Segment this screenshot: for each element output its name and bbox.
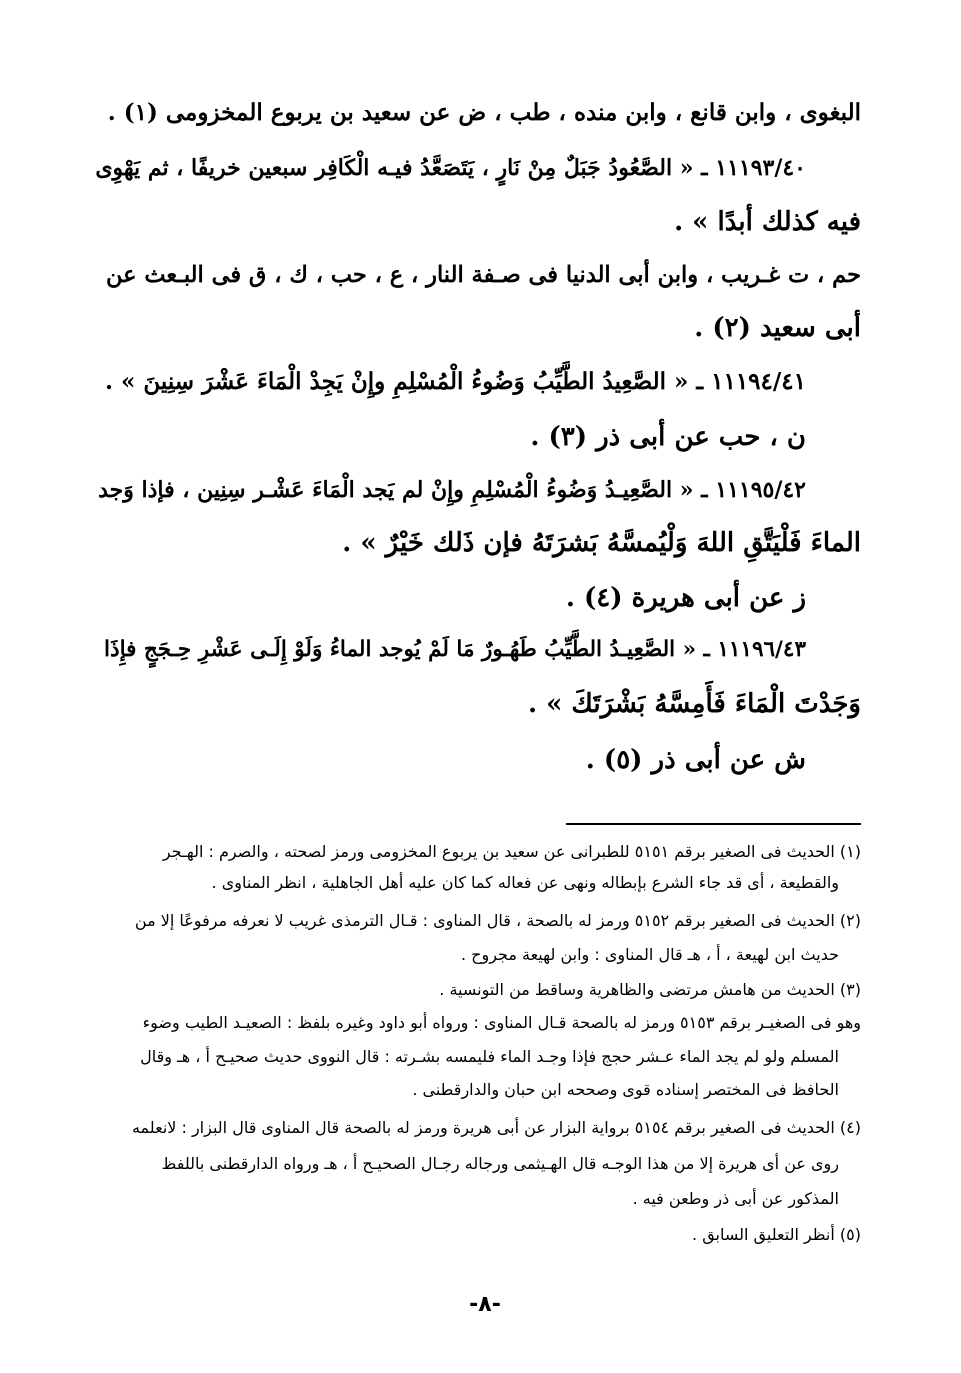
source-line: ش عن أبى ذر (٥) . — [585, 745, 806, 775]
hadith-entry-11194: ١١١٩٤/٤١ ـ « الصَّعِيدُ الطَّيِّبُ وَضُوءُ الْمُسْلِمِ وإِنْ يَجِدْ الْمَاءَ عَشْرَ سِنِينَ » . — [105, 368, 806, 395]
footnote-3: (٣) الحديث من هامش مرتضى والظاهرية وساقط من التونسية . — [439, 980, 861, 999]
hadith-entry-11196: ١١١٩٦/٤٣ ـ « الصَّعِيـدُ الطَّيِّبُ طَهُـورٌ مَا لَمْ يُوجد الماءُ وَلَوْ إِلَـى عَشْرِ حِـجَجٍ فإِذَا — [104, 637, 806, 662]
page-number: -٨- — [469, 1292, 501, 1317]
hadith-entry-11193: ١١١٩٣/٤٠ ـ « الصَّعُودُ جَبَلٌ مِنْ نَارٍ ، يَتَصَعَّدُ فيـه الْكَافِر سبعين خريفًا ، ثم يَهْوِى — [95, 155, 806, 181]
main-text-line: وَجَدْتَ الْمَاءَ فَأَمِسَّهُ بَشْرَتَكَ » . — [528, 689, 861, 719]
footnote-3-continued: الحافظ فى المختصر إسناده قوى وصححه ابن حبان والدارقطنى . — [412, 1080, 839, 1099]
footnote-separator — [566, 823, 861, 825]
footnote-3-continued: وهو فى الصغيـر برقم ٥١٥٣ ورمز له بالصحة قـال المناوى : ورواه أبو داود وغيره بلفظ : الصعيـد الطيب وضوء — [142, 1013, 861, 1032]
footnote-2-continued: حديث ابن لهيعة ، أ ، هـ قال المناوى : وابن لهيعة مجروح . — [460, 945, 839, 964]
hadith-entry-11195: ١١١٩٥/٤٢ ـ « الصَّعِيـدُ وَضُوءُ الْمُسْلِمِ وإِنْ لم يَجد الْمَاءَ عَشْـر سِنِين ، فإذا وَجد — [98, 477, 806, 503]
source-line: ن ، حب عن أبى ذر (٣) . — [530, 422, 806, 452]
footnote-2: (٢) الحديث فى الصغير برقم ٥١٥٢ ورمز له بالصحة ، قال المناوى : قـال الترمذى غريب لا نعرفه مرفوعًا إلا من — [134, 911, 861, 930]
footnote-1: (١) الحديث فى الصغير برقم ٥١٥١ للطبرانى عن سعيد بن يربوع المخزومى ورمز لصحته ، والصرم : الهـجر — [162, 842, 861, 861]
main-text-line: فيه كذلك أبدًا » . — [674, 207, 861, 237]
source-line: حم ، ت غـريب ، وابن أبى الدنيا فى صـفة النار ، ع ، حب ، ك ، ق فى البـعث عن — [105, 262, 861, 288]
footnote-3-continued: المسلم ولو لم يجد الماء عـشر حجج فإذا وجـد الماء فليمسه بشـرته : قال النووى حديث صحيـح أ ، هـ وقال — [140, 1047, 839, 1066]
footnote-5: (٥) أنظر التعليق السابق . — [692, 1225, 861, 1244]
footnote-1-continued: والقطيعة ، أى قد جاء الشرع بإبطاله ونهى عن فعاله كما كان عليه أهل الجاهلية ، انظر المناوى . — [211, 873, 839, 892]
source-line: أبى سعيد (٢) . — [694, 313, 861, 343]
main-text-line: الماءَ فَلْيَتَّقِ اللهَ وَلْيُمسَّهُ بَشرَتَهُ فإن ذَلك خَيْرٌ » . — [342, 528, 861, 558]
main-text-line: البغوى ، وابن قانع ، وابن منده ، طب ، ض عن سعيد بن يربوع المخزومى (١) . — [107, 99, 861, 126]
footnote-4: (٤) الحديث فى الصغير برقم ٥١٥٤ برواية البزار عن أبى هريرة ورمز له بالصحة قال المناوى قال البزار : لانعلمه — [131, 1118, 861, 1137]
footnote-4-continued: روى عن أى هريرة إلا من هذا الوجـه قال الهـيثمى ورجاله رجـال الصحيـح أ ، هـ ورواه الدارقطنى باللفظ — [161, 1154, 839, 1173]
footnote-4-continued: المذكور عن أبى ذر وطعن فيه . — [632, 1189, 839, 1208]
source-line: ز عن أبى هريرة (٤) . — [565, 583, 806, 613]
